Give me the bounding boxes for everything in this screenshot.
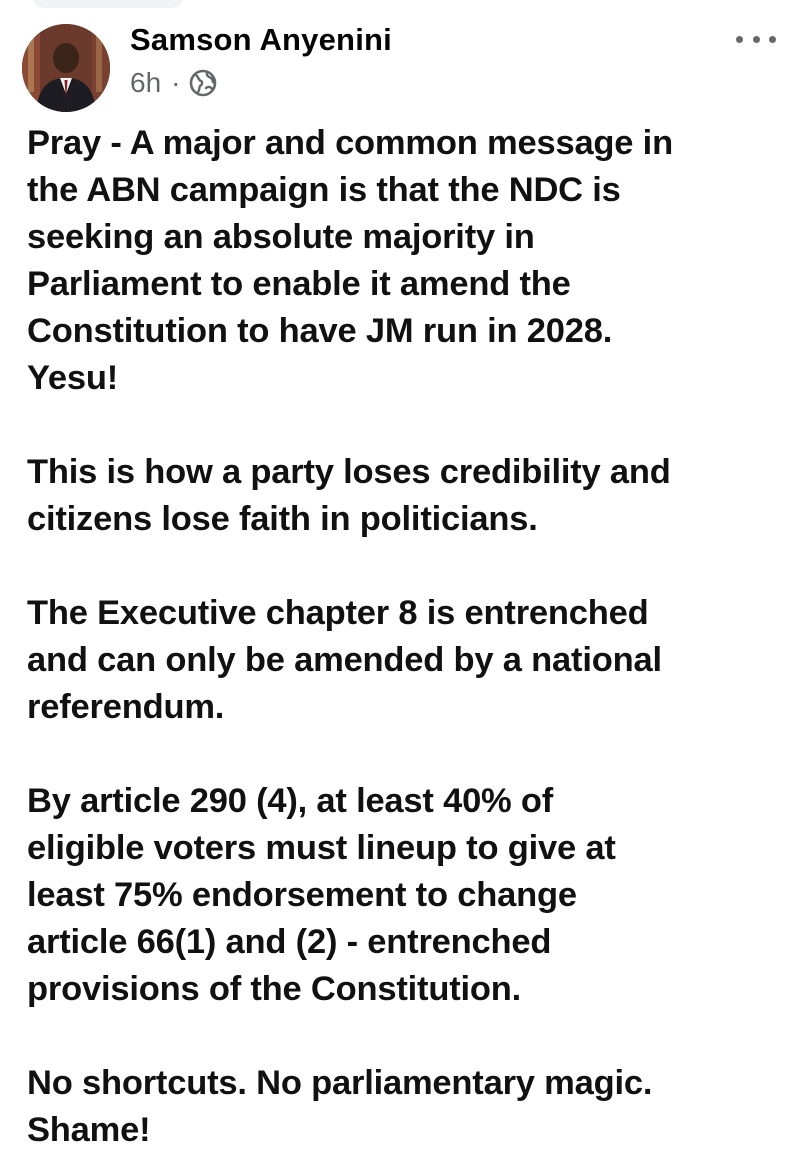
author-name[interactable]: Samson Anyenini	[130, 22, 392, 57]
post-text-line: least 75% endorsement to change	[27, 876, 577, 914]
post-paragraph	[27, 1060, 787, 1154]
globe-icon[interactable]	[188, 68, 218, 98]
post-header	[0, 0, 800, 115]
more-options-button[interactable]	[736, 24, 776, 54]
post-paragraph	[27, 449, 787, 543]
avatar-photo	[22, 24, 110, 112]
post-text-line: eligible voters must lineup to give at	[27, 829, 616, 867]
post-time[interactable]: 6h	[130, 67, 162, 98]
post-text-line: Parliament to enable it amend the	[27, 265, 571, 303]
post-paragraph	[27, 590, 787, 731]
post-text	[27, 120, 787, 1154]
post-text-line: No shortcuts. No parliamentary magic.	[27, 1064, 653, 1102]
post-text-line: provisions of the Constitution.	[27, 970, 522, 1008]
more-horizontal-icon	[736, 36, 743, 43]
post-text-line: referendum.	[27, 688, 225, 726]
post-text-line: This is how a party loses credibility and	[27, 453, 671, 491]
post-text-line: Constitution to have JM run in 2028.	[27, 312, 613, 350]
post-text-line: Pray - A major and common message in	[27, 124, 673, 162]
post-text-line: the ABN campaign is that the NDC is	[27, 171, 621, 209]
author-avatar[interactable]	[22, 24, 110, 112]
meta-separator: ·	[171, 67, 181, 98]
post-text-line: Yesu!	[27, 359, 119, 397]
post-text-line: The Executive chapter 8 is entrenched	[27, 594, 649, 632]
post-text-line: Shame!	[27, 1111, 151, 1149]
post-text-line: By article 290 (4), at least 40% of	[27, 782, 554, 820]
post-meta	[130, 64, 218, 102]
post-paragraph	[27, 120, 787, 402]
post-text-line: citizens lose faith in politicians.	[27, 500, 538, 538]
post-text-line: and can only be amended by a national	[27, 641, 662, 679]
post-text-line: article 66(1) and (2) - entrenched	[27, 923, 552, 961]
post-paragraph	[27, 778, 787, 1013]
post-text-line: seeking an absolute majority in	[27, 218, 535, 256]
